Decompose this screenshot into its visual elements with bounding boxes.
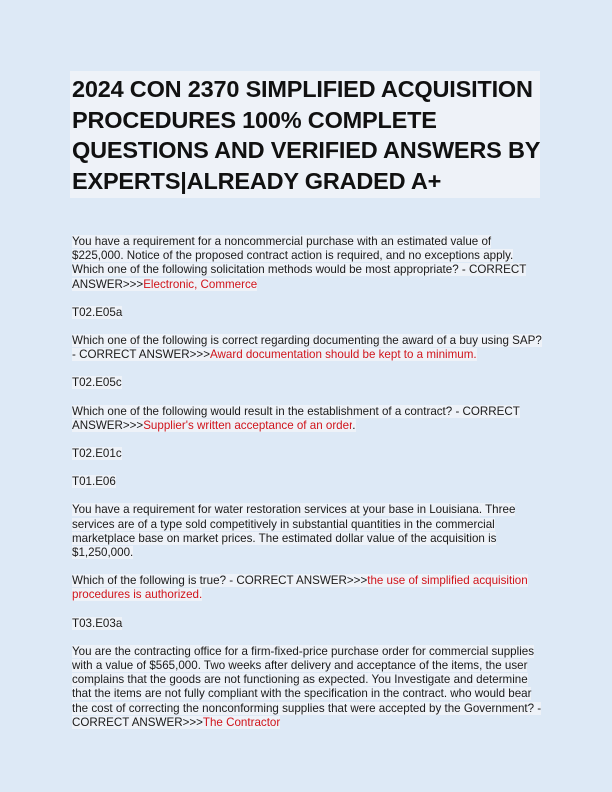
question-text: You have a requirement for water restoration services at your base in Louisiana. Three services are of a type sold competitively in substantial quantities in the commercial marketplace base on market prices. The estimated dollar value of the acquisition is $1,250,000. — [72, 503, 516, 560]
topic-code: T02.E05c — [72, 376, 122, 390]
title-box — [70, 71, 540, 198]
qa-item-2 — [72, 334, 542, 362]
answer-text: Electronic, Commerce — [143, 277, 258, 291]
question-text: Which one of the following would result in the establishment of a contract? - CORRECT ANSWER>>> — [72, 404, 520, 432]
document-title: 2024 CON 2370 SIMPLIFIED ACQUISITION PROCEDURES 100% COMPLETE QUESTIONS AND VERIFIED ANSWERS BY EXPERTS|ALREADY GRADED A+ — [72, 76, 540, 194]
qa-item-5 — [72, 645, 542, 730]
answer-text: Award documentation should be kept to a minimum. — [209, 348, 477, 362]
question-text: You are the contracting office for a firm-fixed-price purchase order for commercial supplies with a value of $565,000. Two weeks after delivery and acceptance of the items, the user complains that the goods are not functioning as expected. You Investigate and determine that the items are not fully compliant with the specification in the contract. who would bear the cost of correcting the nonconforming supplies that were accepted by the Government? - CORRECT ANSWER>>> — [72, 644, 542, 729]
answer-text: The Contractor — [202, 715, 281, 729]
qa-item-3 — [72, 405, 542, 433]
answer-suffix: . — [352, 418, 356, 432]
topic-code: T03.E03a — [72, 616, 123, 630]
qa-item-4 — [72, 574, 542, 602]
topic-code: T02.E01c — [72, 447, 122, 461]
question-text: Which one of the following is correct regarding documenting the award of a buy using SAP? - CORRECT ANSWER>>> — [72, 334, 542, 362]
topic-code: T02.E05a — [72, 305, 123, 319]
question-text: You have a requirement for a noncommercial purchase with an estimated value of $225,000. Notice of the proposed contract action is required, and no exceptions apply. Which one of the following solicitation methods would be most appropriate? - CORRECT ANSWER>>> — [72, 235, 527, 291]
topic-code: T01.E06 — [72, 475, 116, 489]
answer-text: the use of simplified acquisition procedures is authorized. — [72, 574, 528, 602]
answer-text: Supplier's written acceptance of an order — [143, 418, 353, 432]
qa-item-1 — [72, 235, 542, 292]
question-context — [72, 503, 542, 560]
document-content — [72, 235, 542, 744]
question-text: Which of the following is true? - CORRECT ANSWER>>> — [72, 574, 368, 588]
